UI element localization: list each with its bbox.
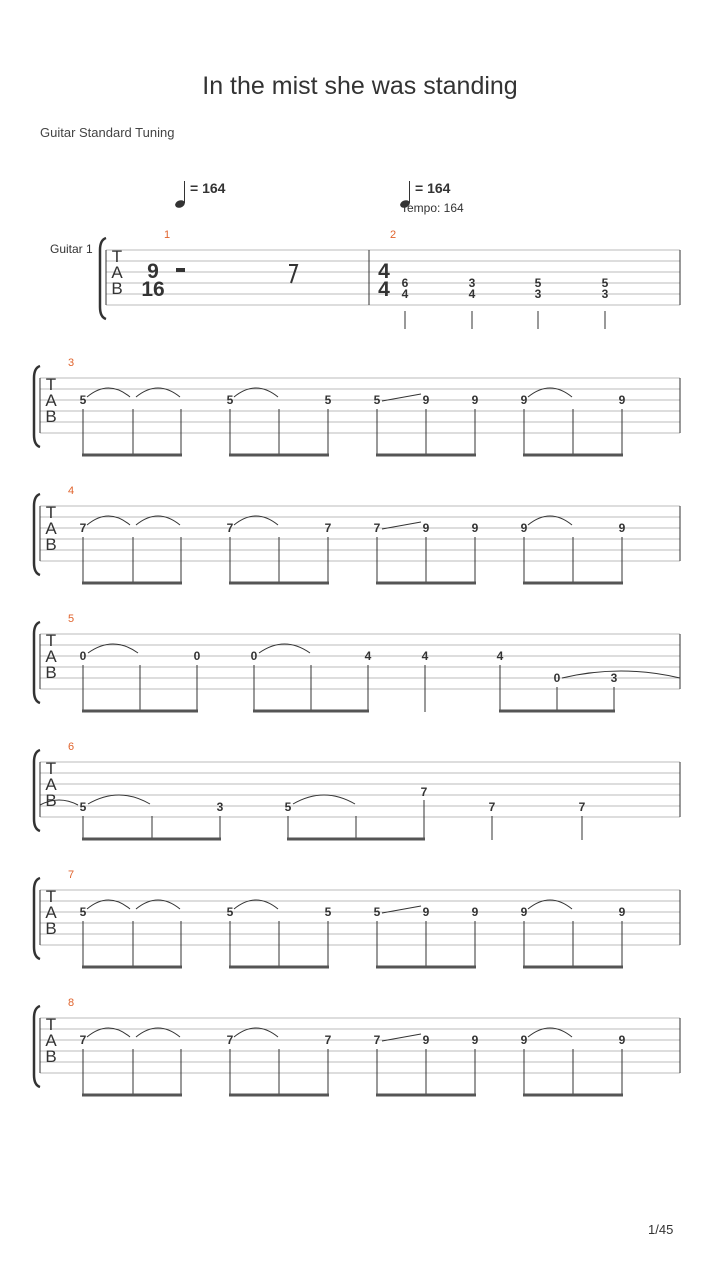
system-1-tab-label-a: A bbox=[111, 263, 123, 282]
measure-8-beam-4 bbox=[523, 1094, 623, 1097]
measure-8-tab-label-b: B bbox=[45, 1047, 57, 1066]
measure-4-beam-2 bbox=[229, 582, 329, 585]
system-1-tab-label-t: T bbox=[111, 247, 123, 266]
measure-4-tab-label-t: T bbox=[45, 503, 57, 522]
measure-7-note-8: 9 bbox=[618, 905, 626, 919]
measure-5-note-2: 0 bbox=[193, 649, 201, 663]
measure-5-note-3: 0 bbox=[250, 649, 258, 663]
chord-3-upper-fret: 5 bbox=[534, 276, 542, 290]
measure-4-beam-1 bbox=[82, 582, 182, 585]
measure-number-2: 2 bbox=[390, 229, 397, 241]
measure-5-tab-label-t: T bbox=[45, 631, 57, 650]
measure-5-note-6: 4 bbox=[496, 649, 504, 663]
measure-8-note-1: 7 bbox=[79, 1033, 87, 1047]
measure-7-beam-1 bbox=[82, 966, 182, 969]
chord-3-lower-fret: 3 bbox=[534, 287, 542, 301]
measure-3-tab-label-a: A bbox=[45, 391, 57, 410]
measure-4-note-1: 7 bbox=[79, 521, 87, 535]
measure-5-note-7: 0 bbox=[553, 671, 561, 685]
measure-7-beam-4 bbox=[523, 966, 623, 969]
measure-3-note-5: 9 bbox=[422, 393, 430, 407]
half-rest bbox=[176, 268, 185, 272]
measure-7-note-5: 9 bbox=[422, 905, 430, 919]
measure-4-tab-label-b: B bbox=[45, 535, 57, 554]
time-signature-2-bottom: 4 bbox=[378, 278, 390, 301]
measure-3-note-6: 9 bbox=[471, 393, 479, 407]
measure-5-beam-3 bbox=[499, 710, 615, 713]
measure-6-note-1: 5 bbox=[79, 800, 87, 814]
song-title: In the mist she was standing bbox=[202, 72, 518, 100]
measure-5-note-4: 4 bbox=[364, 649, 372, 663]
measure-4-note-8: 9 bbox=[618, 521, 626, 535]
measure-7-bracket bbox=[34, 878, 40, 959]
measure-6-tie-2 bbox=[293, 795, 355, 804]
measure-8-note-5: 9 bbox=[422, 1033, 430, 1047]
measure-6-note-3: 5 bbox=[284, 800, 292, 814]
tempo-marker-2-bpm: = 164 bbox=[415, 180, 451, 196]
measure-5-bracket bbox=[34, 622, 40, 703]
measure-4-note-3: 7 bbox=[324, 521, 332, 535]
measure-6-tab-label-t: T bbox=[45, 759, 57, 778]
measure-8-note-6: 9 bbox=[471, 1033, 479, 1047]
measure-5-note-5: 4 bbox=[421, 649, 429, 663]
chord-2-lower-fret: 4 bbox=[468, 287, 476, 301]
measure-5-note-1: 0 bbox=[79, 649, 87, 663]
measure-6-note-6: 7 bbox=[578, 800, 586, 814]
measure-4-note-7: 9 bbox=[520, 521, 528, 535]
measure-6-tie-1 bbox=[88, 795, 150, 804]
measure-3-note-7: 9 bbox=[520, 393, 528, 407]
measure-7-number: 7 bbox=[68, 869, 75, 881]
measure-3-note-3: 5 bbox=[324, 393, 332, 407]
measure-7-tab-label-a: A bbox=[45, 903, 57, 922]
measure-7-tab-label-b: B bbox=[45, 919, 57, 938]
measure-7-note-6: 9 bbox=[471, 905, 479, 919]
measure-3-note-8: 9 bbox=[618, 393, 626, 407]
measure-5-beam-1 bbox=[82, 710, 198, 713]
chord-4-lower-fret: 3 bbox=[601, 287, 609, 301]
measure-6-beam-1 bbox=[82, 838, 221, 841]
measure-8-beam-3 bbox=[376, 1094, 476, 1097]
measure-3-note-4: 5 bbox=[373, 393, 381, 407]
measure-8-bracket bbox=[34, 1006, 40, 1087]
measure-7-note-1: 5 bbox=[79, 905, 87, 919]
measure-8-note-3: 7 bbox=[324, 1033, 332, 1047]
measure-4-note-4: 7 bbox=[373, 521, 381, 535]
measure-7-beam-3 bbox=[376, 966, 476, 969]
time-signature-2-top: 4 bbox=[378, 260, 390, 283]
measure-7-note-2: 5 bbox=[226, 905, 234, 919]
page-number: 1/45 bbox=[648, 1222, 674, 1237]
measure-5-note-8: 3 bbox=[610, 671, 618, 685]
measure-5-number: 5 bbox=[68, 613, 75, 625]
measure-4-bracket bbox=[34, 494, 40, 575]
system-1-bracket bbox=[100, 238, 106, 319]
measure-8-note-4: 7 bbox=[373, 1033, 381, 1047]
measure-3-number: 3 bbox=[68, 357, 75, 369]
measure-4-beam-4 bbox=[523, 582, 623, 585]
measure-6-note-4: 7 bbox=[420, 785, 428, 799]
tuning-label: Guitar Standard Tuning bbox=[40, 125, 175, 140]
measure-5-tie-3 bbox=[562, 671, 680, 678]
measure-7-note-3: 5 bbox=[324, 905, 332, 919]
measure-3-beam-2 bbox=[229, 454, 329, 457]
chord-1-upper-fret: 6 bbox=[401, 276, 409, 290]
measure-4-number: 4 bbox=[68, 485, 75, 497]
measure-8-beam-2 bbox=[229, 1094, 329, 1097]
measure-6-note-2: 3 bbox=[216, 800, 224, 814]
measure-8-note-2: 7 bbox=[226, 1033, 234, 1047]
time-signature-1-bottom: 16 bbox=[141, 278, 165, 301]
measure-6-number: 6 bbox=[68, 741, 75, 753]
measure-5-beam-2 bbox=[253, 710, 369, 713]
measure-7-beam-2 bbox=[229, 966, 329, 969]
measure-3-beam-4 bbox=[523, 454, 623, 457]
measure-8-note-7: 9 bbox=[520, 1033, 528, 1047]
measure-6-tab-label-a: A bbox=[45, 775, 57, 794]
chord-2-upper-fret: 3 bbox=[468, 276, 476, 290]
measure-6-tab-label-b: B bbox=[45, 791, 57, 810]
eighth-rest bbox=[289, 265, 297, 283]
measure-8-number: 8 bbox=[68, 997, 75, 1009]
measure-3-tab-label-t: T bbox=[45, 375, 57, 394]
measure-4-note-5: 9 bbox=[422, 521, 430, 535]
tempo-marker-1-bpm: = 164 bbox=[190, 180, 226, 196]
time-signature-1-top: 9 bbox=[147, 260, 159, 283]
track-name-label: Guitar 1 bbox=[50, 242, 93, 256]
measure-8-tab-label-a: A bbox=[45, 1031, 57, 1050]
measure-7-tab-label-t: T bbox=[45, 887, 57, 906]
measure-8-tab-label-t: T bbox=[45, 1015, 57, 1034]
tempo-text: Tempo: 164 bbox=[401, 201, 464, 215]
measure-3-note-2: 5 bbox=[226, 393, 234, 407]
system-1-tab-label-b: B bbox=[111, 279, 123, 298]
measure-8-beam-1 bbox=[82, 1094, 182, 1097]
measure-4-note-6: 9 bbox=[471, 521, 479, 535]
measure-6-note-5: 7 bbox=[488, 800, 496, 814]
measure-4-tab-label-a: A bbox=[45, 519, 57, 538]
measure-4-note-2: 7 bbox=[226, 521, 234, 535]
measure-5-tab-label-b: B bbox=[45, 663, 57, 682]
measure-5-tab-label-a: A bbox=[45, 647, 57, 666]
measure-7-note-7: 9 bbox=[520, 905, 528, 919]
chord-1-lower-fret: 4 bbox=[401, 287, 409, 301]
measure-6-beam-2 bbox=[287, 838, 425, 841]
chord-4-upper-fret: 5 bbox=[601, 276, 609, 290]
measure-3-bracket bbox=[34, 366, 40, 447]
measure-6-bracket bbox=[34, 750, 40, 831]
measure-7-note-4: 5 bbox=[373, 905, 381, 919]
measure-3-tab-label-b: B bbox=[45, 407, 57, 426]
measure-4-beam-3 bbox=[376, 582, 476, 585]
measure-3-note-1: 5 bbox=[79, 393, 87, 407]
measure-8-note-8: 9 bbox=[618, 1033, 626, 1047]
measure-3-beam-1 bbox=[82, 454, 182, 457]
measure-number-1: 1 bbox=[164, 229, 171, 241]
measure-3-beam-3 bbox=[376, 454, 476, 457]
